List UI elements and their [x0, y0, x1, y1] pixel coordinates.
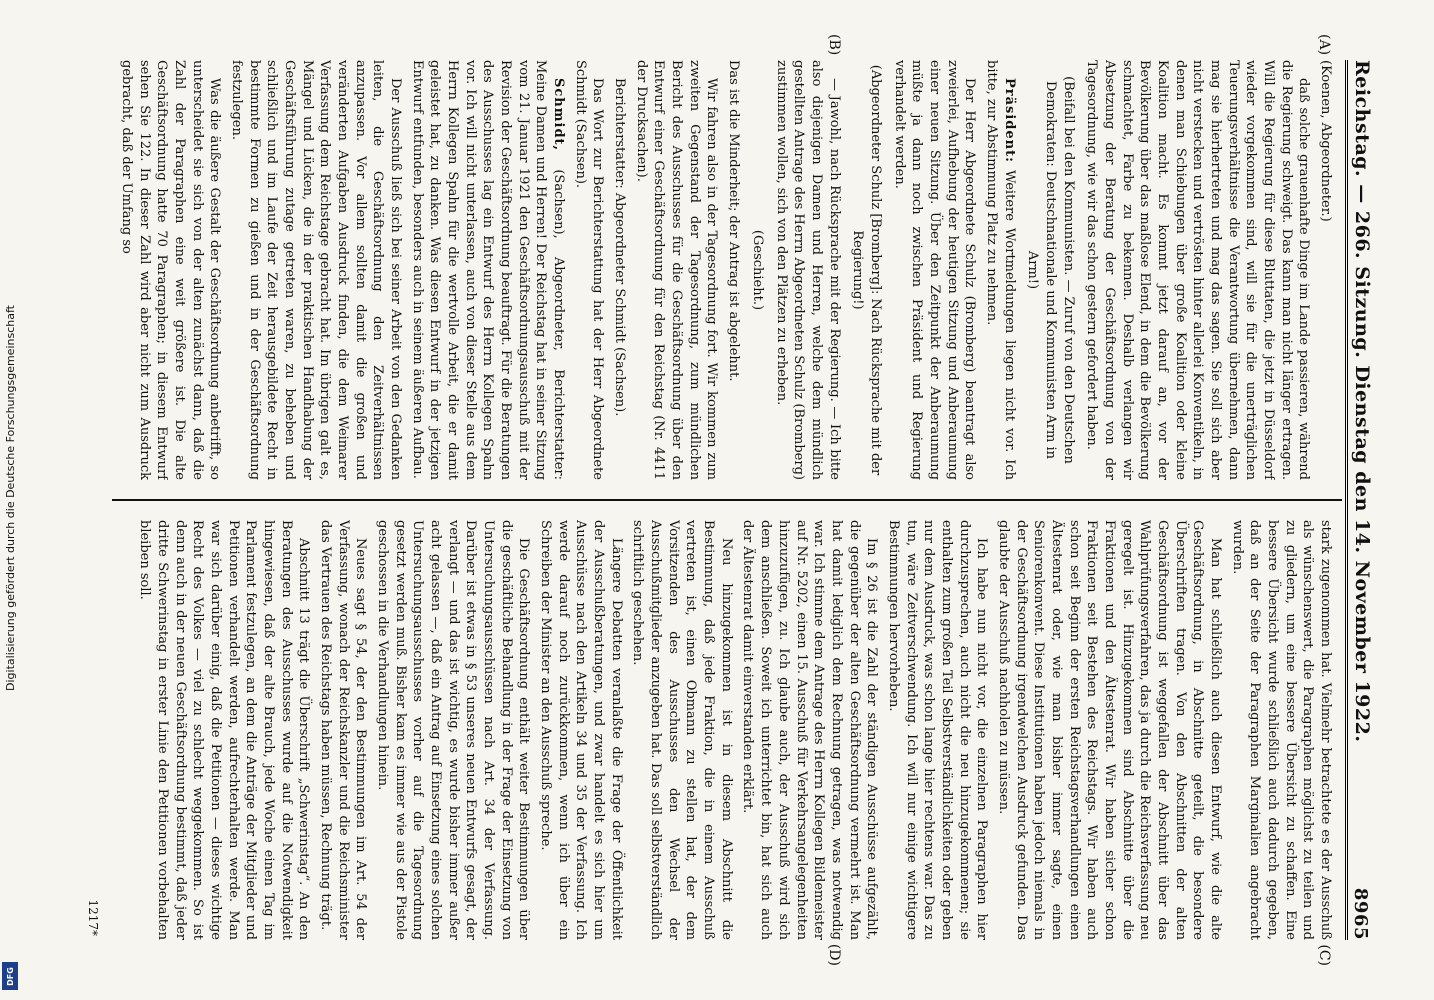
paragraph-text: Ich habe nun nicht vor, die einzelnen Paragraphen hier durchzusprechen, auch nicht die neu hinzugekommenen; sie enthalten zum großen Teil Selbstverständlichkeiten oder geben nur dem Ausdruck, was schon lange hier rechtens war. Das zu tun, wäre Zeitverschwendung. Ich will nur einige wichtigere Bestimmungen hervorheben.: [885, 520, 990, 940]
paragraph: [227, 60, 404, 480]
page-header: [1345, 60, 1382, 940]
paragraph: [1083, 60, 1313, 480]
margin-marker-c: (C): [1316, 944, 1332, 966]
paragraph-text: Neu hinzugekommen ist in diesem Abschnitt die Bestimmung, daß jede Fraktion, die in einem Ausschuß vertreten ist, einen Obmann zu stellen hat, der dem Vorsitzenden des Ausschusses den Wechsel der Ausschußmitglieder anzugeben hat. Das soll selbstverständlich schriftlich geschehen.: [630, 520, 734, 940]
footer-strip: [0, 0, 20, 1000]
paragraph: [1024, 60, 1077, 480]
paragraph-text: Der Herr Abgeordnete Schulz (Bromberg) beantragt also zweierlei, Aufhebung der heutigen Sitzung und Anberaumung einer neuen Sitzung. Über den Zeitpunkt der Anberaumung müßte ja dann noch zwischen Präsident und Regierung verhandelt werden.: [891, 60, 978, 480]
margin-marker-d: (D): [826, 943, 842, 966]
paragraph-text: Die Geschäftsordnung enthält weiter Bestimmungen über die geschäftliche Behandlung in der Frage der Einsetzung von Untersuchungsausschüssen nach Art. 34 der Verfassung. Darüber ist etwas in § 53 unseres neuen Entwurfs gesagt, der verlangt — und das ist wichtig, es wurde bisher immer außer acht gelassen —, daß ein Antrag auf Einsetzung eines solchen Untersuchungsausschusses vorher auf die Tagesordnung gesetzt werden muß. Bisher kam es immer wie aus der Pistole geschossen in die Verhandlungen hinein.: [375, 520, 532, 940]
speaker-name: Schmidt,: [551, 78, 567, 152]
paragraph: [536, 520, 624, 940]
paragraph-text: Der Ausschuß ließ sich bei seiner Arbeit von den Gedanken leiten, die Geschäftsordnung den Zeitverhältnissen anzupassen. Vor allem sollten damit die großen und veränderten Aufgaben Ausdruck finden, die dem Weimarer Verfassung dem Reichstage gebracht hat. Im übrigen galt es, Mängel und Lücken, die in der praktischen Handhabung der Geschäftsführung zutage getreten waren, zu beheben und schließlich und im Laufe der Zeit herausgebildete Recht in bestimmte Formen zu gießen und in der Geschäftsordnung festzulegen.: [229, 60, 404, 480]
paragraph: [629, 520, 735, 940]
paragraph: [1316, 60, 1334, 480]
paragraph-text: Weitere Wortmeldungen liegen nicht vor. Ich bitte, zur Abstimmung Platz zu nehmen.: [983, 60, 1017, 480]
paragraph-text: Berichterstatter: Abgeordneter Schmidt (Sachsen).: [612, 78, 628, 417]
paragraph-text: Neues sagt § 54, der den Bestimmungen im Art. 54 der Verfassung, wonach der Reichskanzler und die Reichsminister das Vertrauen des Reichstags haben müssen, Rechnung trägt.: [318, 520, 369, 940]
dfg-logo: DFG: [2, 962, 18, 990]
paragraph-text: Das Wort zur Berichterstattung hat der Herr Abgeordnete Schmidt (Sachsen).: [572, 60, 606, 480]
paragraph: [748, 60, 766, 480]
paragraph: [373, 520, 532, 940]
paragraph-text: (Koenen, Abgeordneter.): [1318, 60, 1333, 222]
paragraph: [408, 60, 567, 480]
paragraph-text: (Abgeordneter Schulz [Bromberg]: Nach Rücksprache mit der Regierung!): [850, 64, 883, 476]
paragraph-text: (Geschieht.): [749, 229, 765, 311]
paragraph-text: Abschnitt 13 trägt die Überschrift „Schwerinstag“. An den Beratungen des Ausschusses wurde auf die Notwendigkeit hingewiesen, daß der alte Brauch, jede Woche einen Tag im Parlament festzulegen, an dem die Anträge der Mitglieder und Petitionen verhandelt werden, aufrechterhalten werde. Man war sich darüber einig, daß die Petitionen — dieses wichtige Recht des Volkes — viel zu schlecht weggekommen. So ist denn auch in der neuen Geschäftsordnung bestimmt, daß jeder dritte Schwerinstag in erster Linie den Petitionen vorbehalten bleiben soll.: [137, 520, 312, 940]
document-page: [72, 30, 1402, 970]
paragraph: [890, 60, 978, 480]
paragraph: [849, 60, 884, 480]
paragraph-text: Das ist die Minderheit; der Antrag ist abgelehnt.: [726, 60, 742, 382]
paragraph-text: (Sachsen), Abgeordneter, Berichterstatter: Meine Damen und Herren! Der Reichstag hat in seiner Sitzung vom 21. Januar 1921 den Geschäftsordnungsausschuß mit der Revision der Geschäftsordnung beauftragt. Für die Beratungen des Ausschusses lag ein Entwurf des Herrn Kollegen Spahn vor. Ich will nicht unterlassen, auch von dieser Stelle aus dem Herrn Kollegen Spahn für die wertvolle Arbeit, die er damit geleistet hat, zu danken. Was diesen Entwurf in der jetzigen Entwurf entfunden, besonders auch in seinem äußeren Aufbau.: [409, 60, 567, 480]
paragraph-text: Im § 26 ist die Zahl der ständigen Ausschüsse aufgezählt, die gegenüber der alten Geschäftsordnung vermehrt ist. Man hat damit lediglich dem Rechnung getragen, was notwendig war. Ich stimme dem Antrage des Herrn Kollegen Bildemeister auf Nr. 5202, einen 15. Ausschuß für Verkehrsangelegenheiten hinzuzufügen, zu. Ich glaube auch, der Ausschuß wird sich dem anschließen. Soweit ich unterrichtet bin, hat sich auch der Ältestenrat damit einverstanden erklärt.: [740, 520, 880, 940]
paragraph: [982, 60, 1017, 480]
paragraph: [1228, 520, 1334, 940]
paragraph-text: (Beifall bei den Kommunisten. — Zuruf von den Deutschen Demokraten: Deutschnationale und Kommunisten Arm in Arm!): [1025, 76, 1076, 464]
paragraph: [571, 60, 606, 480]
paragraph: [884, 520, 990, 940]
paragraph: [316, 520, 369, 940]
left-column: [112, 60, 1334, 480]
paragraph: [117, 60, 223, 480]
running-title: Reichstag. — 266. Sitzung. Dienstag den 14. November 1922.: [1350, 60, 1373, 743]
paragraph-text: Längere Debatten veranlaßte die Frage der Öffentlichkeit der Ausschußberatungen, und zwar handelt es sich hier um Ausschüsse nach den Artikeln 34 und 35 der Verfassung. Ich werde darauf noch zurückkommen, wenn ich über ein Schreiben der Minister an den Ausschuß spreche.: [538, 520, 624, 940]
paragraph-text: Was die äußere Gestalt der Geschäftsordnung anbetrifft, so unterscheidet sie sich von der alten zunächst dann, daß die Zahl der Paragraphen eine weit größere ist. Die alte Geschäftsordnung hatte 70 Paragraphen; in diesem Entwurf sehen Sie 122. In dieser Zahl wird aber nicht zum Ausdruck gebracht, daß der Umfang so: [119, 60, 223, 480]
margin-marker-a: (A): [1316, 34, 1332, 56]
column-divider: [112, 499, 1342, 501]
page-number: 8965: [1350, 887, 1372, 940]
paragraph-text: Man hat schließlich auch diesen Entwurf, wie die alte Geschäftsordnung, in Abschnitte geteilt, die besondere Überschriften tragen. Von den Abschnitten der alten Geschäftsordnung ist weggefallen der Abschnitt über das Wahlprüfungsverfahren, das ja durch die Reichsverfassung neu geregelt ist. Hinzugekommen sind Abschnitte über die Fraktionen und den Ältestenrat. Wir haben sicher schon Fraktionen seit Bestehen des Reichstags. Wir haben auch schon seit Beginn der ersten Reichstagsverhandlungen einen Ältestenrat oder, wie man bisher immer sagte, einen Seniorenkonvent. Diese Institutionen haben jedoch niemals in der Geschäftsordnung irgendwelchen Ausdruck gefunden. Das glaubte der Ausschuß nachholen zu müssen.: [995, 520, 1223, 940]
paragraph: [632, 60, 720, 480]
page-wrapper: [40, 0, 1434, 1000]
speaker-name: Präsident:: [1001, 78, 1017, 163]
paragraph: [725, 60, 743, 480]
paragraph-text: — Jawohl, nach Rücksprache mit der Regierung. — Ich bitte also diejenigen Damen und Herren, welche dem mündlich gestellten Antrage des Herrn Abgeordneten Schulz (Bromberg) zustimmen wollen, sich von den Plätzen zu erheben.: [773, 60, 842, 480]
paragraph: [136, 520, 313, 940]
right-column: [112, 520, 1334, 940]
paragraph-text: stark zugenommen hat. Vielmehr betrachtete es der Ausschuß als wünschenswert, die Paragraphen möglichst zu teilen und zu gliedern, um eine bessere Übersicht zu schaffen. Eine bessere Übersicht wurde schließlich auch dadurch gegeben, daß an der Seite der Paragraphen Marginalien angebracht wurden.: [1229, 520, 1333, 940]
margin-marker-b: (B): [826, 34, 842, 56]
paragraph-text: Wir fahren also in der Tagesordnung fort. Wir kommen zum zweiten Gegenstand der Tagesordnung, zum mündlichen Bericht des Ausschusses für die Geschäftsordnung über den Entwurf einer Geschäftsordnung für den Reichstag (Nr. 4411 der Drucksachen).: [633, 60, 720, 480]
sheet-number: 1217*: [86, 899, 100, 936]
paragraph: [994, 520, 1224, 940]
digitization-credit: Digitalisierung gefördert durch die Deutsche Forschungsgemeinschaft: [4, 305, 17, 691]
paragraph: [772, 60, 843, 480]
paragraph: [739, 520, 880, 940]
paragraph: [610, 60, 628, 480]
paragraph-text: daß solche grauenhafte Dinge im Lande passieren, während die Regierung schweigt. Das kann man nicht länger ertragen. Will die Regierung für diese Bluttaten, die jetzt in Düsseldorf wieder vorgekommen sind, will sie für die unerträglichen Teuerungsverhältnisse die Verantwortung übernehmen, dann mag sie hierhertreten und mag das sagen. Sie soll sich aber nicht verstecken und vertrösten hinter allerlei Konventikeln, in denen man Schiebungen über große Koalition oder kleine Koalition macht. Es kommt jetzt darauf an, vor der Bevölkerung über das maßlose Elend, in dem die Bevölkerung schmachtet, Farbe zu bekennen. Deshalb verlangen wir Absetzung der Beratung der Geschäftsordnung von der Tagesordnung, wie wir das schon gestern gefordert haben.: [1084, 60, 1312, 480]
